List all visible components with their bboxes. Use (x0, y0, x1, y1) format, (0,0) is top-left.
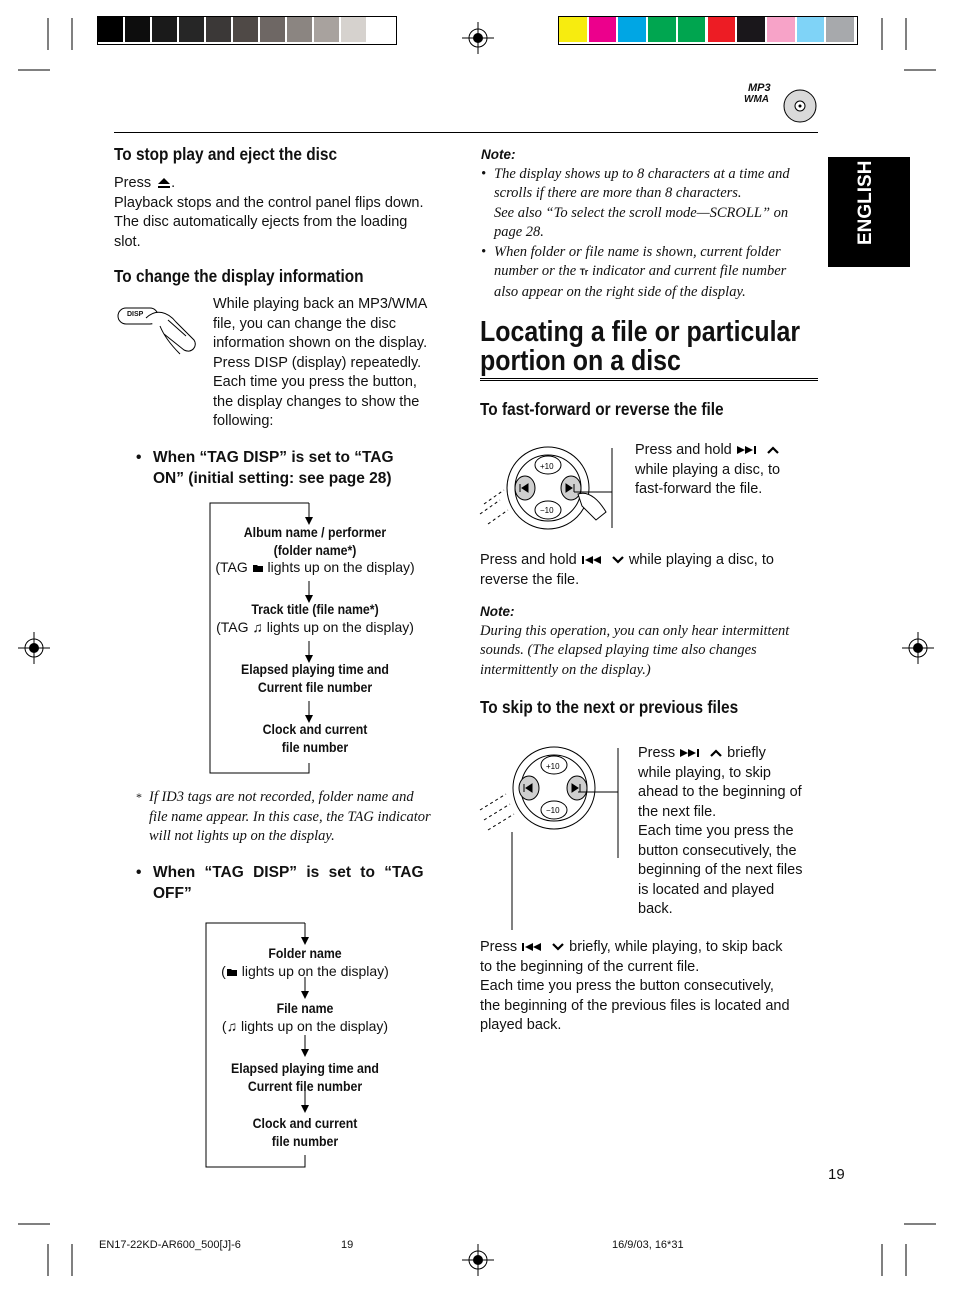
footnote-line-3: will not lights up on the display. (149, 828, 335, 844)
note1-b2-line-1: When folder or file name is shown, current folder (494, 243, 781, 260)
note1-b2-line-2-post: indicator and current file number (591, 263, 787, 279)
next-track-icon (679, 748, 705, 758)
flow-off-step-3-title2: Current file number (247, 1077, 363, 1094)
note2-line-2: sounds. (The elapsed playing time also changes (480, 642, 757, 658)
track-indicator-icon: Tr (579, 267, 589, 277)
ff-callout-line-1: while playing a disc, to (635, 461, 781, 478)
disc-icon (782, 88, 818, 124)
registration-mark-bottom (462, 1244, 494, 1276)
flow-off-step-2 (200, 1000, 410, 1060)
flow-off-step-4 (200, 1115, 410, 1150)
note1-b2-line-3: also appear on the right side of the display. (494, 283, 746, 300)
folder-icon (252, 563, 264, 573)
section-title-line-2: portion on a disc (480, 345, 681, 377)
control-dial-ff (478, 440, 638, 550)
skip-callout-line-2: ahead to the beginning of (638, 784, 802, 800)
registration-mark-right (902, 632, 934, 664)
section-title-rule (480, 378, 818, 383)
footer-code: EN17-22KD-AR600_500[J]-6 (99, 1239, 241, 1251)
dial-skip-minus10: −10 (546, 806, 560, 815)
flow-off-step-1-title: Folder name (268, 945, 342, 961)
flow-on-step-4 (210, 721, 420, 756)
prev-track-icon (521, 942, 547, 952)
note1-b2-line-2-pre: number or the (494, 263, 577, 279)
dial-ff-minus10: −10 (540, 506, 554, 515)
display-line-4: Press DISP (display) repeatedly. (213, 354, 422, 371)
flow-off-step-3 (200, 1060, 410, 1115)
note2 (480, 602, 820, 680)
flow-on-step-4-title2: file number (281, 738, 349, 755)
flow-off-step-4-title1: Clock and current (252, 1115, 358, 1131)
stop-line-2: The disc automatically ejects from the loading (114, 214, 408, 230)
flow-on-step-2-sub-post: lights up on the display) (266, 618, 414, 635)
tag-on-bullet: • When “TAG DISP” is set to “TAG ON” (initial setting: see page 28) (136, 449, 394, 487)
note1: Note: • The display shows up to 8 characters at a time and scrolls if there are more than 8 characters. See also “To select the scroll mode—SCROLL” on page 28. • When folder or file name is shown, current folder number or the Tr indicator and current file number also appear on the right side of the display. (481, 145, 821, 302)
chevron-down-icon (551, 942, 565, 952)
skip-callout-pre: Press (638, 745, 676, 761)
ff-callout-pre: Press and hold (635, 442, 732, 458)
english-tab (828, 157, 910, 267)
display-body (213, 295, 453, 432)
flow-off-step-2-title: File name (276, 1000, 334, 1016)
stop-body: Press . Playback stops and the control panel flips down. The disc automatically ejects from the loading slot. (114, 174, 454, 252)
display-line-5: Each time you press the button, (213, 374, 417, 390)
note1-b1-line-3: See also “To select the scroll mode—SCROLL” on (494, 204, 789, 221)
footnote-mark: * (136, 790, 142, 804)
disp-button-label: DISP (127, 311, 144, 318)
registration-mark-top (462, 22, 494, 54)
tag-off-line-2: OFF” (153, 885, 192, 902)
flow-on-step-3-title2: Current file number (257, 678, 373, 695)
logo-mp3: MP3 (748, 82, 771, 94)
display-line-3: information shown on the display. (213, 335, 428, 351)
dial-ff-plus10: +10 (540, 462, 554, 471)
skip-callout-line-1: while playing, to skip (638, 764, 771, 781)
skip-back-post: briefly, while playing, to skip back (569, 939, 783, 955)
tag-on-flow (210, 524, 420, 756)
flow-off-step-1-sub-pre: ( (221, 962, 226, 979)
skip-callout-line-7: is located and played (638, 881, 775, 898)
chevron-up-icon (766, 445, 780, 455)
stop-press-label: Press (114, 175, 152, 191)
section-title (480, 318, 800, 376)
flow-off-step-4-title2: file number (271, 1132, 339, 1149)
skip-back-line-1: to the beginning of the current file. (480, 958, 700, 975)
skip-callout-line-6: beginning of the next files (638, 862, 803, 878)
footer-page-small: 19 (341, 1239, 354, 1251)
folder-icon (226, 967, 238, 977)
footer-date: 16/9/03, 16*31 (612, 1239, 684, 1251)
control-dial-skip (478, 740, 638, 932)
skip-back-line-2: Each time you press the button consecutively, (480, 978, 774, 994)
ff-reverse (480, 551, 820, 590)
flow-on-step-3 (210, 661, 420, 721)
tag-on-line-1: When “TAG DISP” is set to “TAG (153, 449, 394, 466)
skip-callout-post: briefly (727, 745, 766, 761)
prev-track-icon (581, 555, 607, 565)
flow-on-step-1 (210, 524, 420, 582)
english-tab-label: ENGLISH (855, 160, 876, 245)
display-heading: To change the display information (114, 266, 364, 286)
ff-reverse-post: while playing a disc, to (628, 552, 774, 568)
footnote-line-2: file name appear. In this case, the TAG indicator (149, 808, 431, 825)
display-line-7: following: (213, 413, 274, 429)
chevron-down-icon (611, 555, 625, 565)
tag-off-line-1: When “TAG DISP” is set to “TAG (153, 864, 424, 881)
display-line-6: the display changes to show the (213, 393, 420, 410)
skip-callout-line-5: button consecutively, the (638, 842, 797, 859)
note1-label: Note: (481, 147, 516, 162)
flow-on-step-1-title1: Album name / performer (243, 524, 387, 540)
flow-on-step-1-sub-post: lights up on the display) (267, 559, 415, 575)
stop-line-3: slot. (114, 233, 141, 250)
note2-line-1: During this operation, you can only hear intermittent (480, 622, 790, 639)
note1-b1-line-4: page 28. (494, 224, 544, 240)
skip-callout-line-8: back. (638, 901, 673, 917)
tag-on-line-2: ON” (initial setting: see page 28) (153, 470, 392, 487)
music-note-icon: ♫ (252, 618, 263, 635)
note2-label: Note: (480, 604, 515, 619)
flow-on-step-1-sub-pre: (TAG (215, 559, 248, 575)
tag-off-bullet: • When “TAG DISP” is set to “TAG OFF” (136, 862, 453, 904)
flow-off-step-2-sub-post: lights up on the display) (240, 1017, 389, 1034)
flow-on-step-3-title1: Elapsed playing time and (241, 661, 389, 677)
music-note-icon: ♫ (226, 1017, 238, 1034)
skip-callout (638, 744, 818, 920)
skip-back (480, 938, 820, 1036)
skip-heading: To skip to the next or previous files (480, 697, 739, 717)
chevron-up-icon (709, 748, 723, 758)
flow-on-step-1-title2: (folder name*) (273, 541, 357, 558)
footnote (136, 788, 456, 847)
skip-back-pre: Press (480, 939, 518, 955)
dial-skip-plus10: +10 (546, 762, 560, 771)
flow-off-step-1-sub-post: lights up on the display) (241, 962, 389, 979)
mp3-wma-logo (740, 82, 820, 126)
stop-line-1: Playback stops and the control panel flips down. (114, 194, 424, 211)
note2-line-3: intermittently on the display.) (480, 661, 651, 678)
stop-heading: To stop play and eject the disc (114, 144, 338, 164)
header-rule (114, 132, 818, 133)
eject-icon (157, 177, 171, 189)
display-line-2: file, you can change the disc (213, 315, 396, 332)
registration-mark-left (18, 632, 50, 664)
ff-callout-line-2: fast-forward the file. (635, 481, 763, 497)
ff-callout (635, 441, 815, 500)
flow-off-step-2-sub-pre: ( (221, 1017, 227, 1034)
ff-heading: To fast-forward or reverse the file (480, 399, 724, 419)
page-number: 19 (828, 1166, 845, 1183)
ff-reverse-line-2: reverse the file. (480, 571, 580, 588)
flow-off-step-1 (200, 945, 410, 1000)
tag-off-flow (200, 945, 410, 1150)
skip-callout-line-3: the next file. (638, 803, 717, 820)
disp-button-hand-illustration (116, 296, 200, 366)
flow-on-step-4-title1: Clock and current (262, 721, 368, 737)
flow-on-step-2-title1: Track title (file name*) (251, 601, 379, 617)
skip-back-line-4: played back. (480, 1017, 562, 1033)
next-track-icon (736, 445, 762, 455)
footnote-line-1: If ID3 tags are not recorded, folder name and (149, 789, 414, 805)
note1-b1-line-2: scrolls if there are more than 8 characters. (494, 185, 742, 201)
display-line-1: While playing back an MP3/WMA (213, 296, 428, 312)
flow-on-step-2-sub-pre: (TAG (216, 618, 249, 635)
logo-wma: WMA (744, 94, 769, 105)
note1-b1-line-1: The display shows up to 8 characters at a time and (494, 165, 790, 182)
flow-on-step-2 (210, 601, 420, 661)
skip-callout-line-4: Each time you press the (638, 823, 794, 839)
ff-reverse-pre: Press and hold (480, 552, 577, 568)
section-title-line-1: Locating a file or particular (480, 316, 801, 348)
skip-back-line-3: the beginning of the previous files is located and (480, 997, 790, 1014)
flow-off-step-3-title1: Elapsed playing time and (231, 1060, 379, 1076)
